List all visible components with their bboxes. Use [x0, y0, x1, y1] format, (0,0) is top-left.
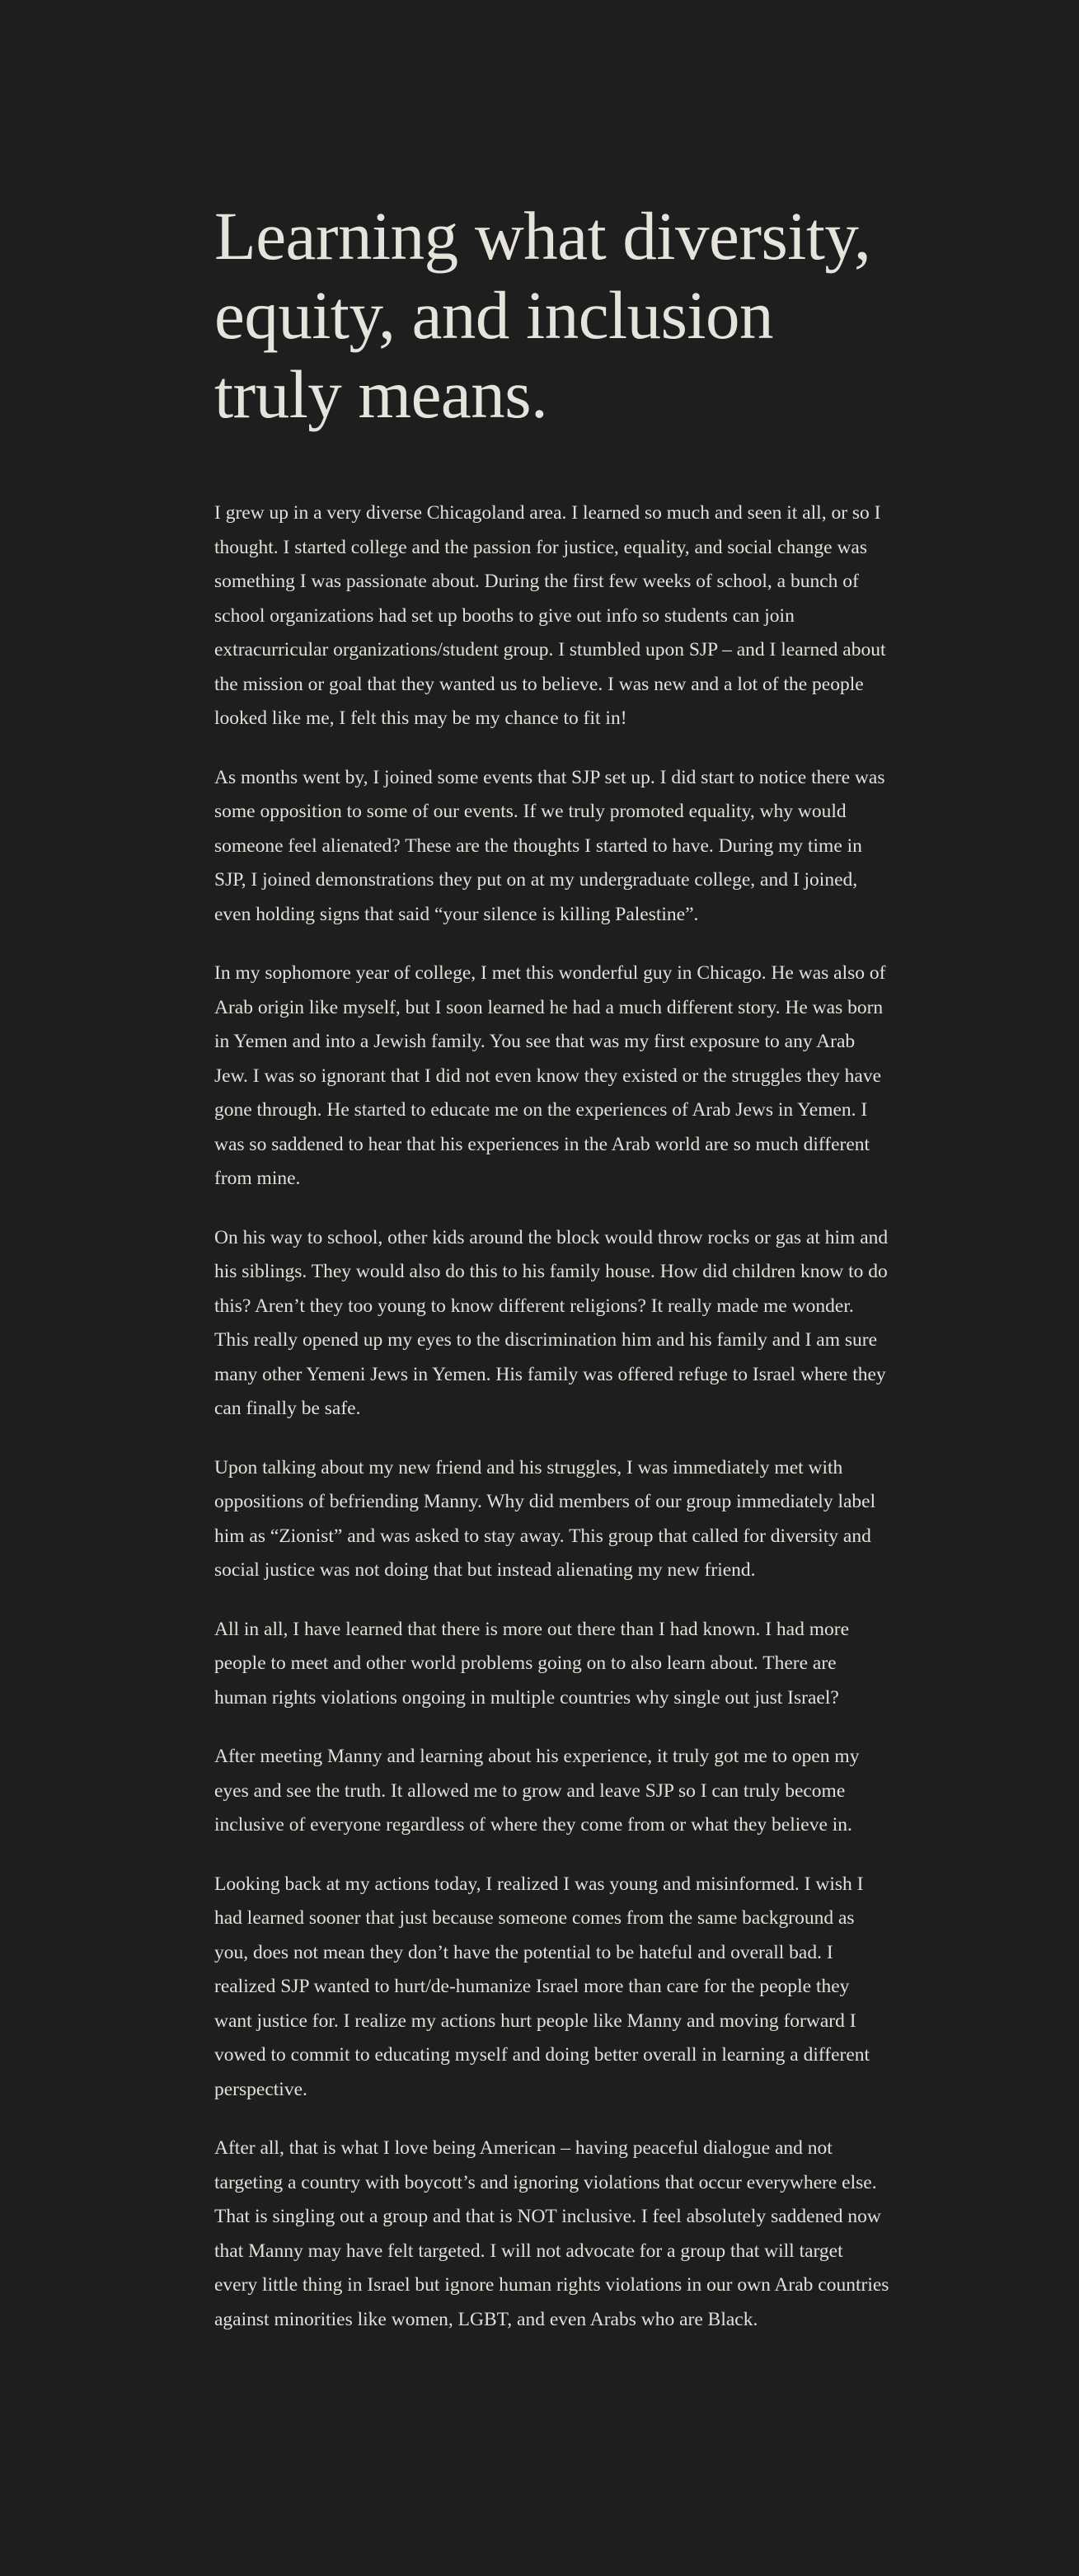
article-paragraph: I grew up in a very diverse Chicagoland area. I learned so much and seen it all, or so I thought. I started college and the passion for justice, equality, and social change was something I was passionate about. During the first few weeks of school, a bunch of school organizations had set up booths to give out info so students can join extracurricular organizations/student group. I stumbled upon SJP – and I learned about the mission or goal that they wanted us to believe. I was new and a lot of the people looked like me, I felt this may be my chance to fit in! [214, 502, 886, 729]
article-paragraph: As months went by, I joined some events that SJP set up. I did start to notice there was some opposition to some of our events. If we truly promoted equality, why would someone feel alienated? These are the thoughts I started to have. During my time in SJP, I joined demonstrations they put on at my undergraduate college, and I joined, even holding signs that said “your silence is killing Palestine”. [214, 766, 885, 925]
article-paragraph: Upon talking about my new friend and his struggles, I was immediately met with oppositions of befriending Manny. Why did members of our group immediately label him as “Zionist” and was asked to stay away. This group that called for diversity and social justice was not doing that but instead alienating my new friend. [214, 1456, 876, 1581]
article-title: Learning what diversity, equity, and inclusion truly means. [214, 198, 871, 432]
article-paragraph: In my sophomore year of college, I met this wonderful guy in Chicago. He was also of Arab origin like myself, but I soon learned he had a much different story. He was born in Yemen and into a Jewish family. You see that was my first exposure to any Arab Jew. I was so ignorant that I did not even know they existed or the struggles they have gone through. He started to educate me on the experiences of Arab Jews in Yemen. I was so saddened to hear that his experiences in the Arab world are so much different from mine. [214, 962, 886, 1189]
article-paragraph: All in all, I have learned that there is more out there than I had known. I had more people to meet and other world problems going on to also learn about. There are human rights violations ongoing in multiple countries why single out just Israel? [214, 1618, 850, 1709]
article [214, 196, 890, 2362]
article-body [214, 496, 890, 2337]
article-paragraph: After meeting Manny and learning about his experience, it truly got me to open my eyes and see the truth. It allowed me to grow and leave SJP so I can truly become inclusive of everyone regardless of where they come from or what they believe in. [214, 1746, 860, 1836]
article-paragraph: On his way to school, other kids around the block would throw rocks or gas at him and his siblings. They would also do this to his family house. How did children know to do this? Aren’t they too young to know different religions? It really made me wonder. This really opened up my eyes to the discrimination him and his family and I am sure many other Yemeni Jews in Yemen. His family was offered refuge to Israel where they can finally be safe. [214, 1226, 889, 1419]
article-paragraph: Looking back at my actions today, I realized I was young and misinformed. I wish I had learned sooner that just because someone comes from the same background as you, does not mean they don’t have the potential to be hateful and overall bad. I realized SJP wanted to hurt/de-humanize Israel more than care for the people they want justice for. I realize my actions hurt people like Manny and moving forward I vowed to commit to educating myself and doing better overall in learning a different perspective. [214, 1873, 870, 2100]
article-paragraph: After all, that is what I love being American – having peaceful dialogue and not targeting a country with boycott’s and ignoring violations that occur everywhere else. That is singling out a group and that is NOT inclusive. I feel absolutely saddened now that Manny may have felt targeted. I will not advocate for a group that will target every little thing in Israel but ignore human rights violations in our own Arab countries against minorities like women, LGBT, and even Arabs who are Black. [214, 2137, 889, 2330]
